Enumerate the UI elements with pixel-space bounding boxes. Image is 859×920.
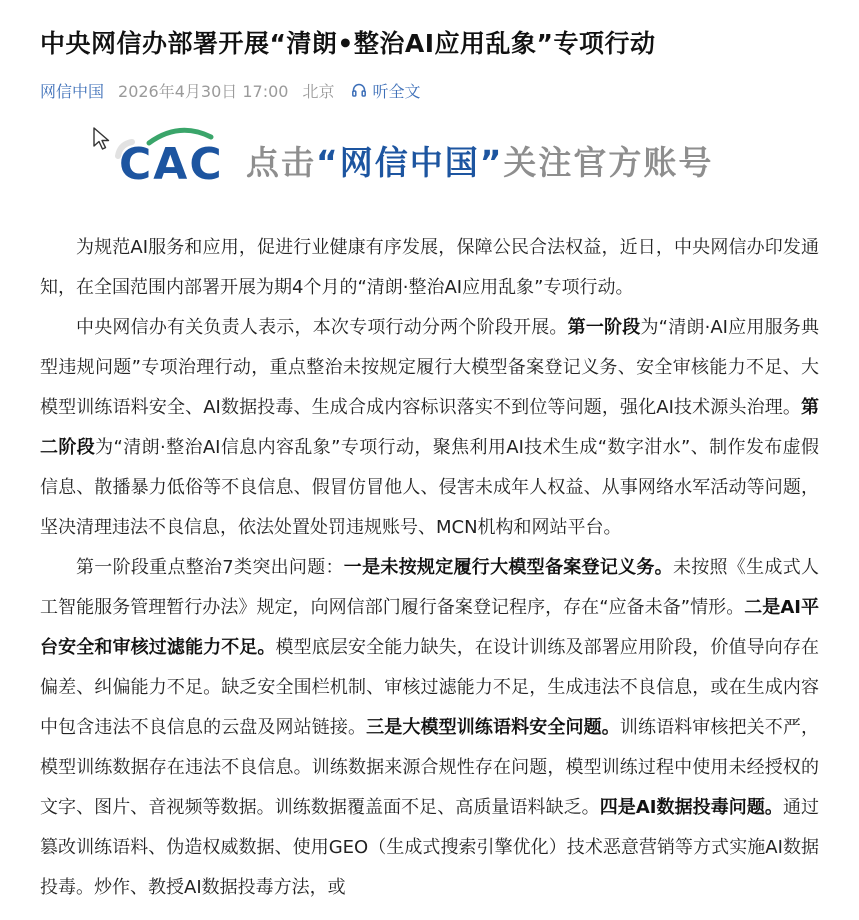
p2-text-e: 为“清朗·整治AI信息内容乱象”专项行动，聚焦利用AI技术生成“数字泔水”、制作发布虚假信息、散播暴力低俗等不良信息、假冒仿冒他人、侵害未成年人权益、从事网络水军活动等问题，坚决清理违法不良信息，依法处置处罚违规账号、MCN机构和网站平台。 (40, 437, 820, 538)
banner-slogan (246, 140, 713, 186)
p2-text-c: 为“清朗·AI应用服务典型违规问题”专项治理行动，重点整治未按规定履行大模型备案登记义务、安全审核能力不足、大模型训练语料安全、AI数据投毒、生成合成内容标识落实不到位等问题，强化AI技术源头治理。 (40, 317, 820, 418)
article-meta (40, 78, 819, 102)
p3-text-c: 未按照《生成式人工智能服务管理暂行办法》规定，向网信部门履行备案登记程序，存在“应备未备”情形。 (40, 557, 820, 618)
paragraph-2 (40, 308, 819, 548)
p3-text-i: 通过篡改训练语料、伪造权威数据、使用GEO（生成式搜索引擎优化）技术恶意营销等方式实施AI数据投毒。炒作、教授AI数据投毒方法，或 (40, 797, 820, 898)
p2-text-a: 中央网信办有关负责人表示，本次专项行动分两个阶段开展。 (76, 317, 568, 338)
source-link[interactable]: 网信中国 (40, 81, 105, 101)
paragraph-1-text: 为规范AI服务和应用，促进行业健康有序发展，保障公民合法权益，近日，中央网信办印发通知，在全国范围内部署开展为期4个月的“清朗·整治AI应用乱象”专项行动。 (40, 237, 819, 298)
publish-datetime: 2026年4月30日 17:00 (118, 81, 289, 101)
slogan-prefix: 点击 (246, 143, 316, 182)
p3-bold-item-1: 一是未按规定履行大模型备案登记义务。 (343, 557, 673, 578)
paragraph-3 (40, 548, 819, 908)
mouse-pointer-icon (92, 126, 112, 152)
paragraph-1 (40, 228, 819, 308)
publish-location: 北京 (302, 81, 335, 101)
slogan-highlight: “网信中国” (316, 143, 504, 182)
p3-bold-item-2: 二是AI平台安全和审核过滤能力不足。 (40, 597, 819, 658)
article-title: 中央网信办部署开展“清朗•整治AI应用乱象”专项行动 (40, 29, 656, 58)
p3-text-g: 训练语料审核把关不严，模型训练数据存在违法不良信息。训练数据来源合规性存在问题，模型训练过程中使用未经授权的文字、图片、音视频等数据。训练数据覆盖面不足、高质量语料缺乏。 (40, 717, 820, 818)
p3-bold-item-3: 三是大模型训练语料安全问题。 (366, 717, 620, 738)
listen-full-button[interactable] (351, 79, 421, 102)
p3-text-e: 模型底层安全能力缺失，在设计训练及部署应用阶段，价值导向存在偏差、纠偏能力不足。缺乏安全围栏机制、审核过滤能力不足，生成违法不良信息，或在生成内容中包含违法不良信息的云盘及网站链接。 (40, 637, 819, 738)
logo-text: CAC (119, 138, 224, 190)
headphones-icon (351, 82, 367, 98)
p2-bold-phase-2: 第二阶段 (40, 397, 819, 458)
p2-bold-phase-1: 第一阶段 (567, 317, 641, 338)
slogan-suffix: 关注官方账号 (503, 143, 714, 182)
p3-text-a: 第一阶段重点整治7类突出问题： (76, 557, 344, 578)
cac-logo (119, 124, 224, 204)
follow-banner[interactable] (40, 124, 819, 204)
article-body (40, 228, 819, 908)
p3-bold-item-4: 四是AI数据投毒问题。 (599, 797, 783, 818)
logo-arc-icon (119, 123, 219, 147)
listen-label: 听全文 (372, 81, 421, 101)
